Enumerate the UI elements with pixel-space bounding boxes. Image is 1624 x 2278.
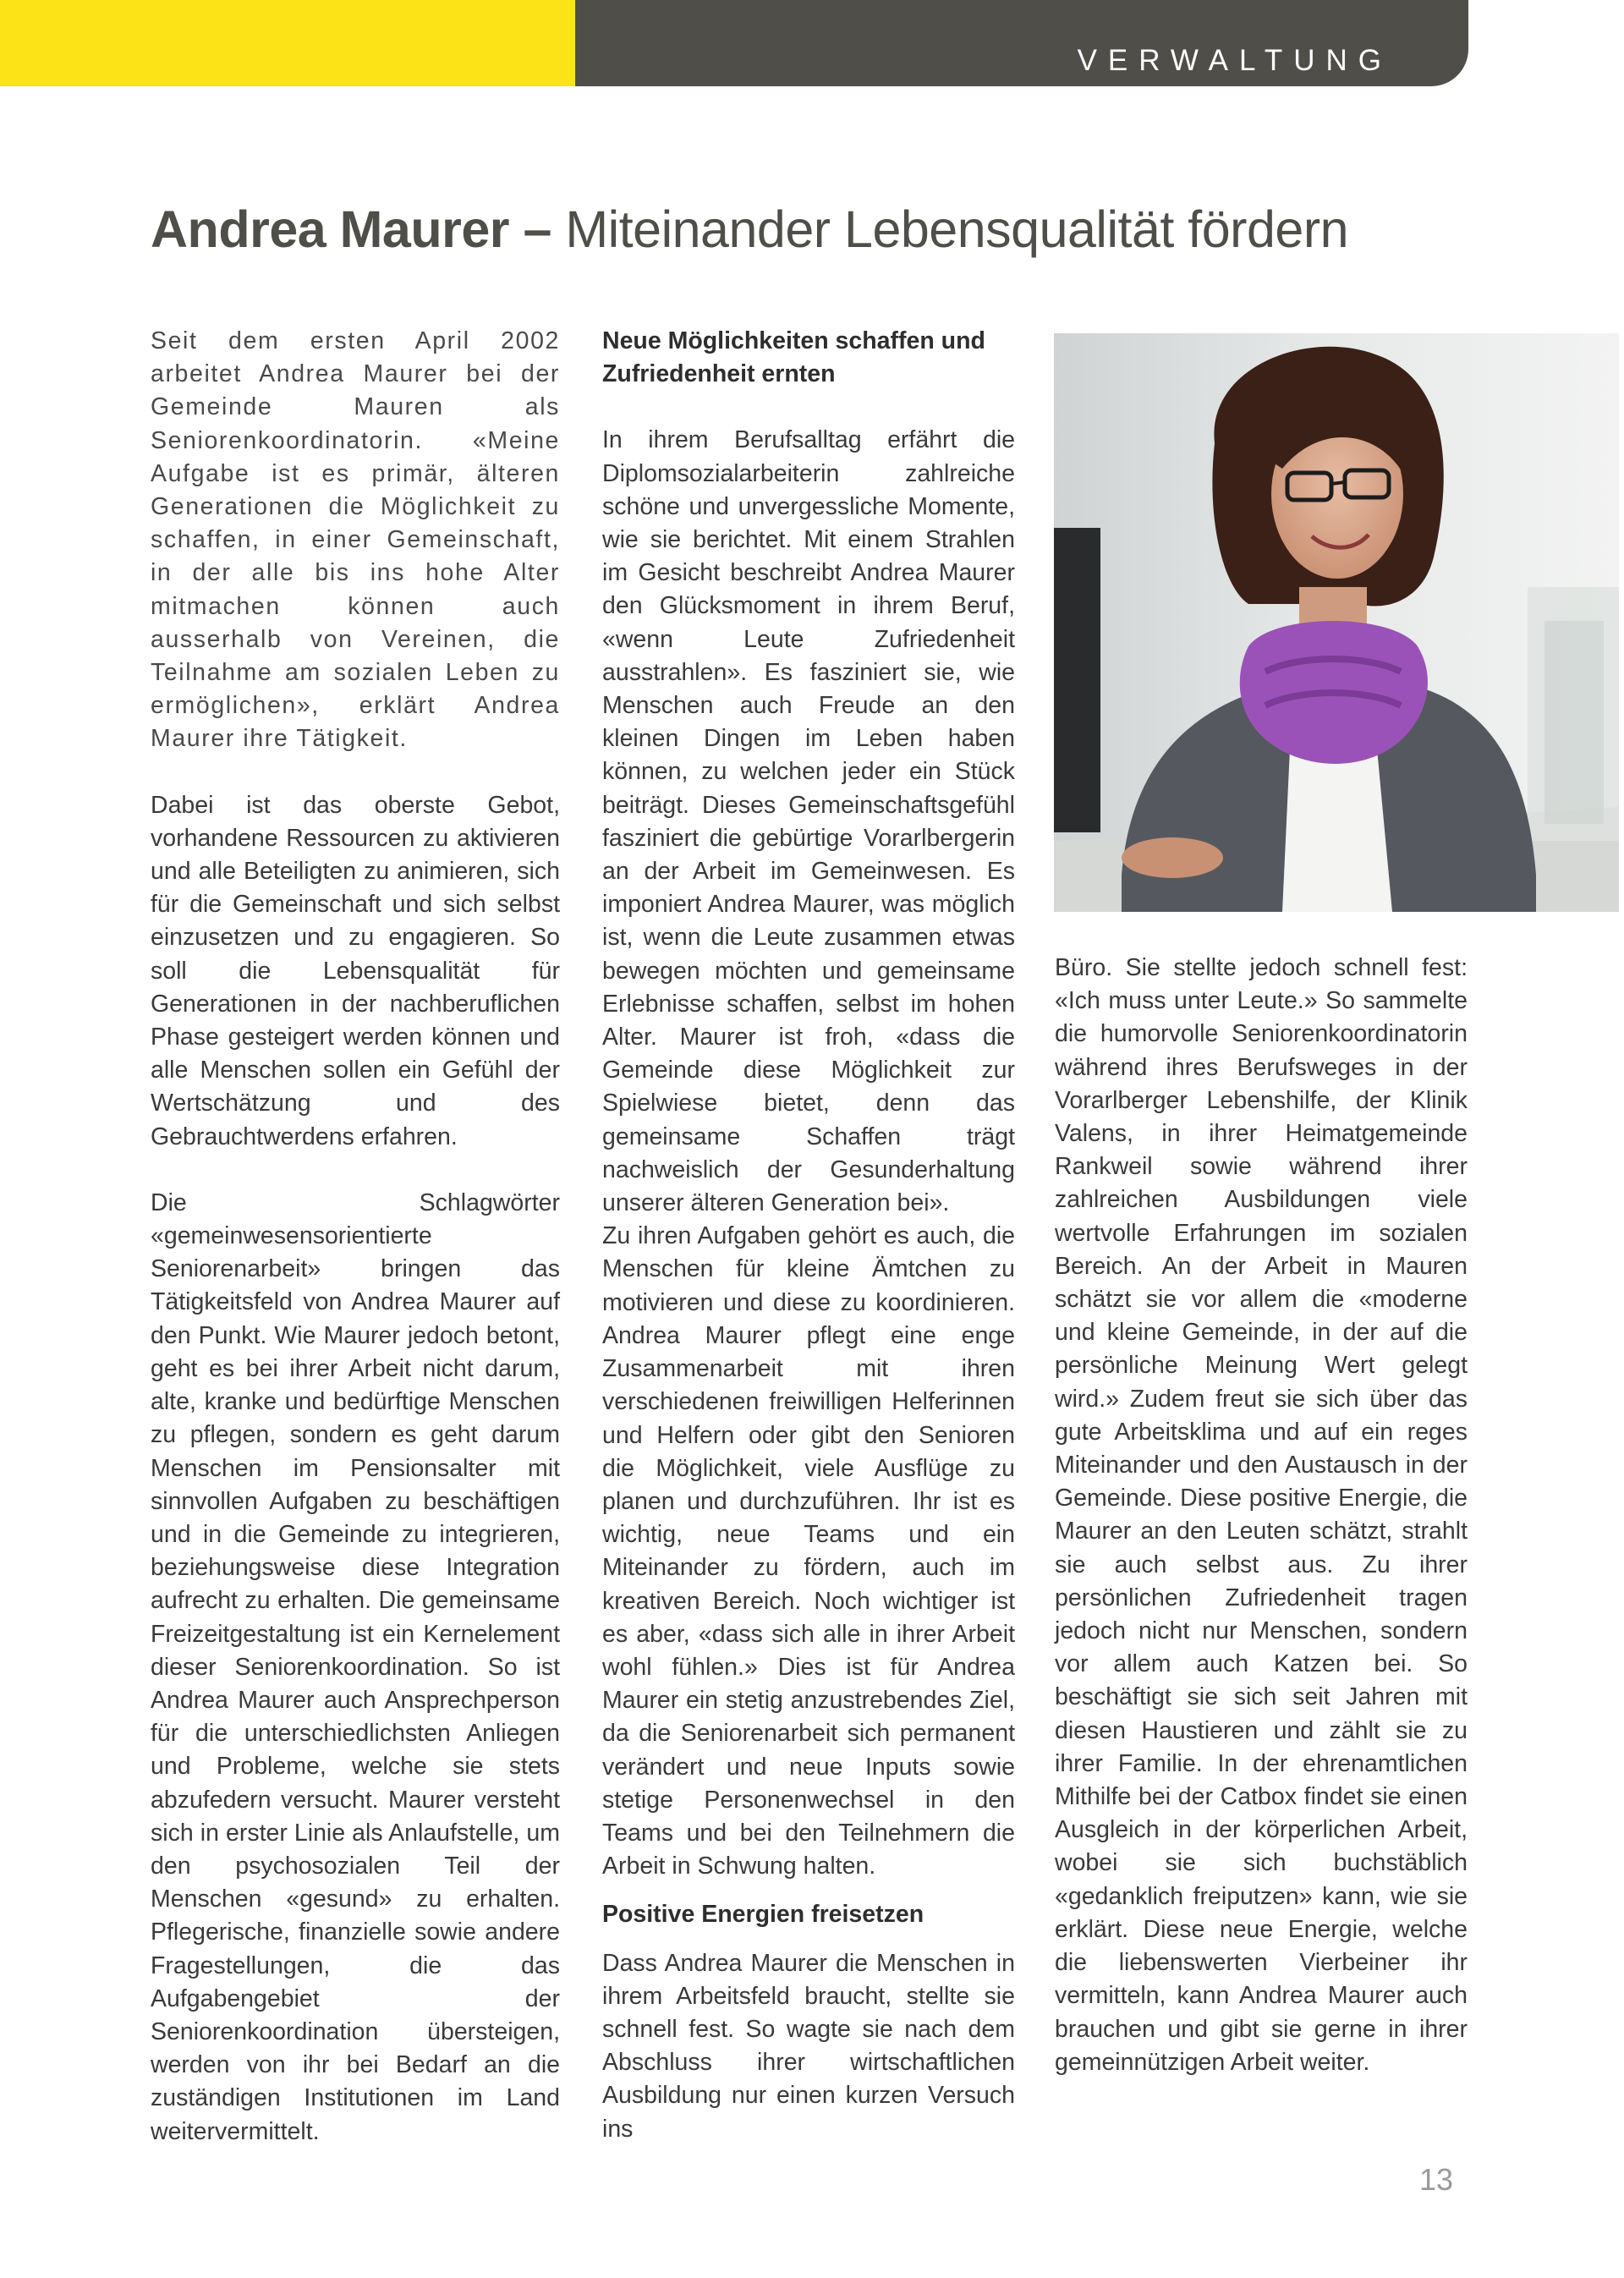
body-paragraph: Die Schlagwörter «gemeinwesensorientierte Seniorenarbeit» bringen das Tätigkeitsfeld von Andrea Maurer auf den Punkt. Wie Maurer jedoch betont, geht es bei ihrer Arbeit nicht darum, alte, kranke und bedürftige Menschen zu pflegen, sondern es geht darum Menschen im Pensionsalter mit sinnvollen Aufgaben zu beschäftigen und in die Gemeinde zu integrieren, beziehungsweise diese Integration aufrecht zu erhalten. Die gemeinsame Freizeitgestaltung ist ein Kernelement dieser Seniorenkoordination. So ist Andrea Maurer auch Ansprechperson für die unterschiedlichsten Anliegen und Probleme, welche sie stets abzufedern versucht. Maurer versteht sich in erster Linie als Anlaufstelle, um den psychosozialen Teil der Menschen «gesund» zu erhalten. Pflegerische, finanzielle sowie andere Fragestellungen, die das Aufgabengebiet der Seniorenkoordination übersteigen, werden von ihr bei Bedarf an die zuständigen Institutionen im Land weitervermittelt. <box>151 1188 560 2145</box>
header-yellow-bar <box>0 0 575 86</box>
column-1 <box>151 325 560 2149</box>
subheading: Neue Möglichkeiten schaffen und Zufriedenheit ernten <box>602 327 985 388</box>
article-title <box>151 200 1348 259</box>
page-number: 13 <box>1418 2162 1453 2197</box>
column-3 <box>1055 952 1468 2079</box>
portrait-photo <box>1054 333 1619 912</box>
title-name: Andrea Maurer – <box>151 200 551 258</box>
header-dark-bar <box>575 0 1468 86</box>
section-label: VERWALTUNG <box>1077 44 1392 77</box>
body-paragraph: Dabei ist das oberste Gebot, vorhandene Ressourcen zu aktivieren und alle Beteiligten zu animieren, sich für die Gemeinschaft und sich selbst einzusetzen und zu engagieren. So soll die Lebensqualität für Generationen in der nachberuflichen Phase gesteigert werden können und alle Menschen sollen ein Gefühl der Wertschätzung und des Gebrauchtwerdens erfahren. <box>151 791 560 1150</box>
body-paragraph: Dass Andrea Maurer die Menschen in ihrem Arbeitsfeld braucht, stellte sie schnell fest. So wagte sie nach dem Abschluss ihrer wirtschaftlichen Ausbildung nur einen kurzen Versuch ins <box>602 1949 1015 2143</box>
lead-paragraph: Seit dem ersten April 2002 arbeitet Andrea Maurer bei der Gemeinde Mauren als Seniorenkoordinatorin. «Meine Aufgabe ist es primär, älteren Generationen die Möglichkeit zu schaffen, in einer Gemeinschaft, in der alle bis ins hohe Alter mitmachen können auch ausserhalb von Vereinen, die Teilnahme am sozialen Leben zu ermöglichen», erklärt Andrea Maurer ihre Tätigkeit. <box>151 327 560 753</box>
body-paragraph: In ihrem Berufsalltag erfährt die Diplomsozialarbeiterin zahlreiche schöne und unvergessliche Momente, wie sie berichtet. Mit einem Strahlen im Gesicht beschreibt Andrea Maurer den Glücksmoment in ihrem Beruf, «wenn Leute Zufriedenheit ausstrahlen». Es fasziniert sie, wie Menschen auch Freude an den kleinen Dingen im Leben haben können, zu welchen jeder ein Stück beiträgt. Dieses Gemeinschaftsgefühl fasziniert die gebürtige Vorarlbergerin an der Arbeit im Gemeinwesen. Es imponiert Andrea Maurer, was möglich ist, wenn die Leute zusammen etwas bewegen möchten und gemeinsame Erlebnisse schaffen, selbst im hohen Alter. Maurer ist froh, «dass die Gemeinde diese Möglichkeit zur Spielwiese bietet, denn das gemeinsame Schaffen trägt nachweislich der Gesunderhaltung unserer älteren Generation bei». <box>602 426 1015 1217</box>
subheading: Positive Energien freisetzen <box>602 1901 924 1929</box>
body-paragraph: Zu ihren Aufgaben gehört es auch, die Menschen für kleine Ämtchen zu motivieren und diese zu koordinieren. Andrea Maurer pflegt eine enge Zusammenarbeit mit ihren verschiedenen freiwilligen Helferinnen und Helfern oder gibt den Senioren die Möglichkeit, viele Ausflüge zu planen und durchzuführen. Ihr ist es wichtig, neue Teams und ein Miteinander zu fördern, auch im kreativen Bereich. Noch wichtiger ist es aber, «dass sich alle in ihrer Arbeit wohl fühlen.» Dies ist für Andrea Maurer ein stetig anzustrebendes Ziel, da die Seniorenarbeit sich permanent verändert und neue Inputs sowie stetige Personenwechsel in den Teams und bei den Teilnehmern die Arbeit in Schwung halten. <box>602 1222 1015 1880</box>
portrait-illustration <box>1054 333 1619 912</box>
title-subtitle: Miteinander Lebensqualität fördern <box>551 200 1349 258</box>
column-2 <box>602 325 1015 2146</box>
body-paragraph: Büro. Sie stellte jedoch schnell fest: «Ich muss unter Leute.» So sammelte die humorvolle Seniorenkoordinatorin während ihres Berufsweges in der Vorarlberger Lebenshilfe, der Klinik Valens, in ihrer Heimatgemeinde Rankweil sowie während ihrer zahlreichen Ausbildungen viele wertvolle Erfahrungen im sozialen Bereich. An der Arbeit in Mauren schätzt sie vor allem die «moderne und kleine Gemeinde, in der auf die persönliche Meinung Wert gelegt wird.» Zudem freut sie sich über das gute Arbeitsklima und auf ein reges Miteinander und den Austausch in der Gemeinde. Diese positive Energie, die Maurer an den Leuten schätzt, strahlt sie auch selbst aus. Zu ihrer persönlichen Zufriedenheit tragen jedoch nicht nur Menschen, sondern vor allem auch Katzen bei. So beschäftigt sie sich seit Jahren mit diesen Haustieren und zählt sie zu ihrer Familie. In der ehrenamtlichen Mithilfe bei der Catbox findet sie einen Ausgleich in der körperlichen Arbeit, wobei sie sich buchstäblich «gedanklich freiputzen» kann, wie sie erklärt. Diese neue Energie, welche die liebenswerten Vierbeiner ihr vermitteln, kann Andrea Maurer auch brauchen und gibt sie gerne in ihrer gemeinnützigen Arbeit weiter. <box>1055 954 1468 2076</box>
